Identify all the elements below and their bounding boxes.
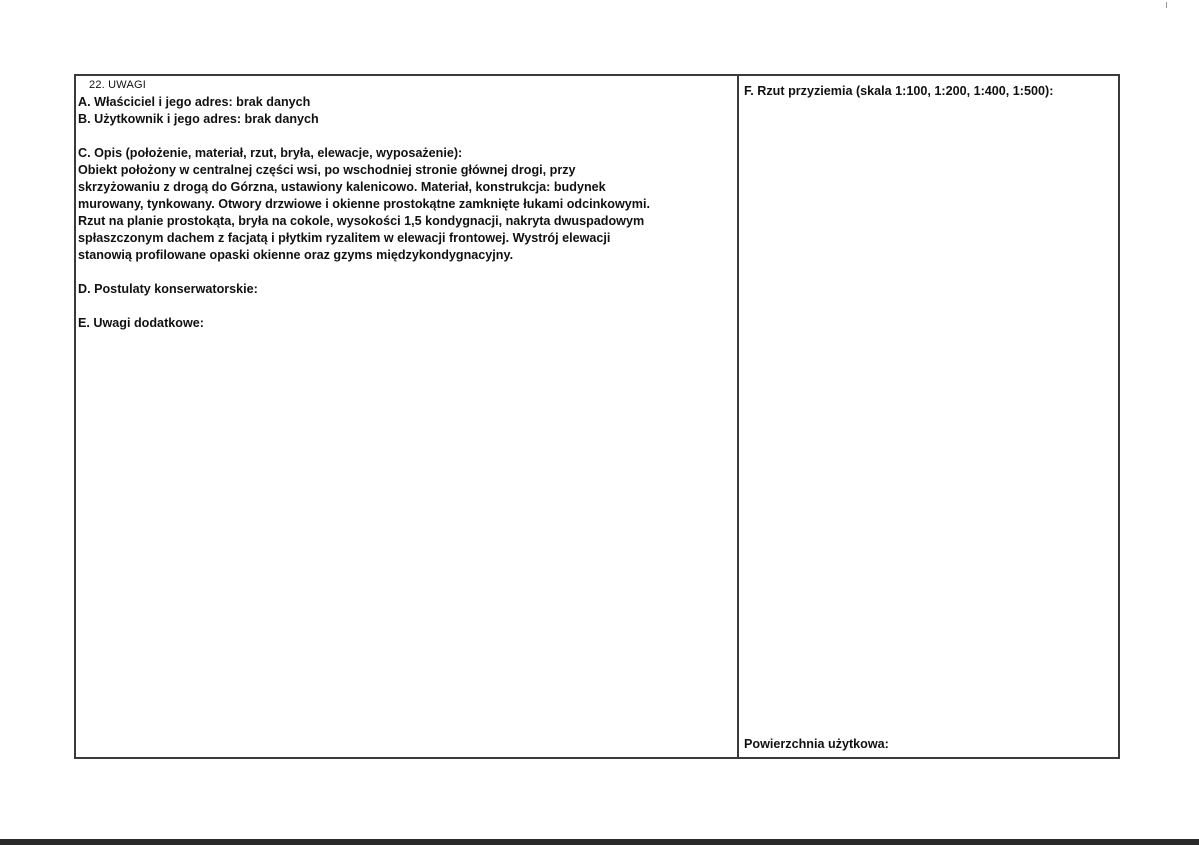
remarks-form: [74, 74, 1120, 759]
description-line: Rzut na planie prostokąta, bryła na cokole, wysokości 1,5 kondygnacji, nakryta dwuspadowym: [78, 214, 645, 228]
description-line: spłaszczonym dachem z facjatą i płytkim ryzalitem w elewacji frontowej. Wystrój elewacji: [78, 231, 611, 245]
description-line: skrzyżowaniu z drogą do Górzna, ustawiony kalenicowo. Materiał, konstrukcja: budynek: [78, 180, 606, 194]
user-line: B. Użytkownik i jego adres: brak danych: [78, 112, 319, 126]
remarks-section: [76, 76, 739, 757]
additional-notes-label: E. Uwagi dodatkowe:: [78, 316, 204, 330]
conservation-postulates-label: D. Postulaty konserwatorskie:: [78, 282, 258, 296]
scan-bottom-edge: [0, 839, 1199, 845]
description-line: stanowią profilowane opaski okienne oraz gzyms międzykondygnacyjny.: [78, 248, 514, 262]
ground-plan-heading: F. Rzut przyziemia (skala 1:100, 1:200, 1:400, 1:500):: [744, 84, 1054, 98]
usable-area-label: Powierzchnia użytkowa:: [744, 737, 889, 751]
description-line: murowany, tynkowany. Otwory drzwiowe i okienne prostokątne zamknięte łukami odcinkowymi.: [78, 197, 650, 211]
description-heading: C. Opis (położenie, materiał, rzut, bryła, elewacje, wyposażenie):: [78, 146, 463, 160]
owner-line: A. Właściciel i jego adres: brak danych: [78, 95, 311, 109]
ground-plan-section: [739, 76, 1118, 757]
description-line: Obiekt położony w centralnej części wsi, po wschodniej stronie głównej drogi, przy: [78, 163, 576, 177]
section-number: 22. UWAGI: [89, 79, 147, 91]
remarks-content: [78, 94, 733, 332]
scan-mark: [1166, 2, 1167, 8]
